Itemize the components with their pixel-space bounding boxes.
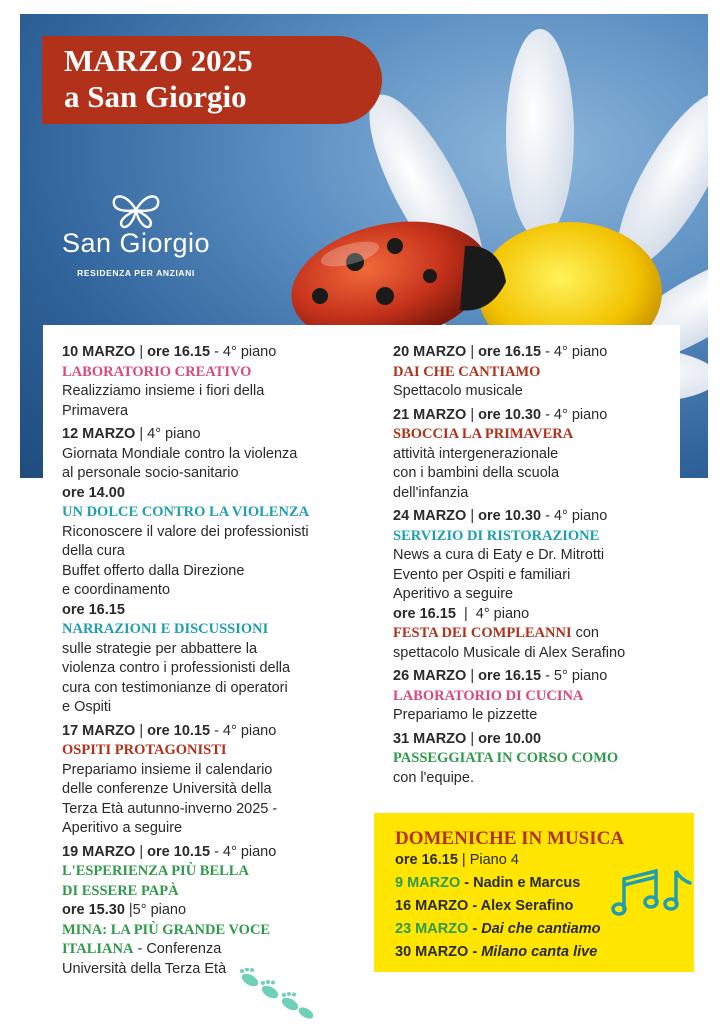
left-column <box>62 343 382 983</box>
event-time: ore 10.30 <box>478 406 542 423</box>
event-time: ore 16.15 <box>393 605 456 622</box>
event-location: - 4° piano <box>541 344 608 360</box>
event-desc: - Conferenza <box>133 941 222 957</box>
event-desc: attività intergenerazionale <box>393 445 559 462</box>
event-time: ore 16.15 <box>62 601 125 618</box>
event-location: | 4° piano <box>455 605 530 622</box>
event-desc: sulle strategie per abbattere la <box>62 640 258 657</box>
event-desc: Giornata Mondiale contro la violenza <box>62 445 298 462</box>
event-time: ore 16.15 <box>478 668 542 684</box>
event-desc: Aperitivo a seguire <box>393 586 514 602</box>
separator: | <box>135 843 148 860</box>
logo-subtitle: RESIDENZA PER ANZIANI <box>77 268 195 278</box>
event-desc: violenza contro i professionisti della <box>62 660 291 676</box>
domeniche-date: 16 MARZO <box>395 898 469 914</box>
domeniche-date: 30 MARZO <box>395 944 469 960</box>
event-name: MINA: LA PIÙ GRANDE VOCE <box>62 921 271 938</box>
event-name: FESTA DEI COMPLEANNI <box>393 625 572 641</box>
event-location: 4° piano <box>147 426 201 442</box>
event-desc: e Ospiti <box>62 699 112 715</box>
event-name: OSPITI PROTAGONISTI <box>62 742 227 758</box>
event-name: NARRAZIONI E DISCUSSIONI <box>62 621 269 637</box>
event-desc: Terza Età autunno-inverno 2025 - <box>62 800 278 817</box>
event-location: - 4° piano <box>541 508 608 524</box>
event-desc: con l'equipe. <box>393 769 474 786</box>
separator: | <box>466 508 479 524</box>
event-desc: cura con testimonianze di operatori <box>62 679 288 696</box>
event-desc: e coordinamento <box>62 582 171 598</box>
domeniche-sep: - <box>468 944 482 960</box>
event-date: 17 MARZO <box>62 722 136 739</box>
event-name: DAI CHE CANTIAMO <box>393 363 541 380</box>
page-title: MARZO 2025 <box>64 43 253 78</box>
event-desc: dell'infanzia <box>393 484 469 501</box>
domeniche-box <box>374 813 694 972</box>
event-desc: della cura <box>62 543 125 559</box>
event-12-marzo <box>62 425 382 718</box>
event-desc: Riconoscere il valore dei professionisti <box>62 523 309 540</box>
event-date: 19 MARZO <box>62 843 136 860</box>
event-desc: al personale socio-sanitario <box>62 465 239 481</box>
event-desc: Prepariamo insieme il calendario <box>62 761 273 778</box>
domeniche-hour: ore 16.15 <box>395 852 458 868</box>
event-date: 24 MARZO <box>393 508 467 524</box>
event-time: ore 16.15 <box>478 344 542 360</box>
event-20-marzo <box>393 343 693 402</box>
butterfly-icon <box>106 190 166 230</box>
domeniche-date: 23 MARZO <box>395 921 469 937</box>
event-19-marzo <box>62 843 382 980</box>
event-name: UN DOLCE CONTRO LA VIOLENZA <box>62 504 310 520</box>
event-name: LABORATORIO CREATIVO <box>62 363 252 380</box>
event-17-marzo <box>62 722 382 839</box>
event-desc: spettacolo Musicale di Alex Serafino <box>393 644 626 661</box>
event-location: - 4° piano <box>210 843 277 860</box>
event-time: ore 10.15 <box>147 722 211 739</box>
domeniche-date: 9 MARZO <box>395 875 461 891</box>
event-name: SBOCCIA LA PRIMAVERA <box>393 426 574 442</box>
event-time: ore 14.00 <box>62 484 125 501</box>
separator: | <box>466 668 479 684</box>
domeniche-item <box>395 944 597 960</box>
event-desc: Università della Terza Età <box>62 960 227 977</box>
separator: | <box>135 344 148 360</box>
domeniche-artist: Dai che cantiamo <box>481 921 601 937</box>
event-31-marzo <box>393 730 693 789</box>
event-location: - 4° piano <box>210 722 277 739</box>
domeniche-title: DOMENICHE IN MUSICA <box>395 828 625 849</box>
domeniche-artist: Milano canta live <box>481 944 598 960</box>
event-name: L'ESPERIENZA PIÙ BELLA <box>62 863 249 879</box>
event-date: 31 MARZO <box>393 730 467 747</box>
event-date: 26 MARZO <box>393 668 467 684</box>
domeniche-time <box>395 852 519 868</box>
event-desc: Spettacolo musicale <box>393 383 523 399</box>
event-desc: delle conferenze Università della <box>62 781 272 797</box>
event-name: LABORATORIO DI CUCINA <box>393 687 584 704</box>
event-desc: Buffet offerto dalla Direzione <box>62 562 245 579</box>
event-date: 20 MARZO <box>393 344 467 360</box>
event-time: ore 16.15 <box>147 344 211 360</box>
domeniche-item <box>395 898 573 914</box>
event-date: 10 MARZO <box>62 344 136 360</box>
event-date: 12 MARZO <box>62 426 136 442</box>
event-24-marzo <box>393 507 693 663</box>
event-time: ore 10.30 <box>478 508 542 524</box>
event-name: SERVIZIO DI RISTORAZIONE <box>393 527 600 544</box>
separator: | <box>466 730 479 747</box>
event-desc: Evento per Ospiti e familiari <box>393 566 571 583</box>
event-location: - 4° piano <box>541 406 608 423</box>
page-subtitle: a San Giorgio <box>64 79 247 114</box>
domeniche-sep: - <box>468 921 482 937</box>
footprints-icon <box>236 968 316 1020</box>
title-banner <box>42 36 382 124</box>
domeniche-item <box>395 921 600 937</box>
event-name: ITALIANA <box>62 941 134 957</box>
event-date: 21 MARZO <box>393 406 467 423</box>
domeniche-item <box>395 875 580 891</box>
separator: | <box>466 406 479 423</box>
event-location: - 4° piano <box>210 344 277 360</box>
event-21-marzo <box>393 406 693 504</box>
logo <box>56 190 216 286</box>
event-name: PASSEGGIATA IN CORSO COMO <box>393 750 619 766</box>
event-desc: con i bambini della scuola <box>393 465 560 481</box>
event-time: ore 10.15 <box>147 843 211 860</box>
domeniche-artist: - Nadin e Marcus <box>460 875 581 891</box>
separator: | <box>135 722 148 739</box>
event-desc: con <box>571 625 600 641</box>
event-desc: Aperitivo a seguire <box>62 820 183 836</box>
music-notes-icon <box>610 865 694 917</box>
right-column <box>393 343 693 792</box>
separator: | <box>135 426 148 442</box>
event-desc: News a cura di Eaty e Dr. Mitrotti <box>393 547 605 563</box>
event-desc: Primavera <box>62 402 129 419</box>
logo-name: San Giorgio <box>61 228 211 258</box>
event-location: |5° piano <box>124 902 187 918</box>
event-name: DI ESSERE PAPÀ <box>62 882 179 899</box>
event-location: - 5° piano <box>541 668 608 684</box>
event-26-marzo <box>393 667 693 726</box>
event-time: ore 10.00 <box>478 730 542 747</box>
event-10-marzo <box>62 343 382 421</box>
event-desc: Prepariamo le pizzette <box>393 707 538 723</box>
event-time: ore 15.30 <box>62 902 125 918</box>
domeniche-location: | Piano 4 <box>457 852 519 868</box>
event-desc: Realizziamo insieme i fiori della <box>62 383 265 399</box>
domeniche-artist: - Alex Serafino <box>468 898 574 914</box>
separator: | <box>466 344 479 360</box>
